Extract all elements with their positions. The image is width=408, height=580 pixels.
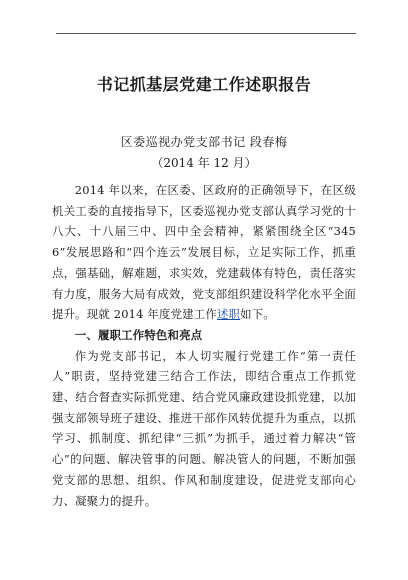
section-heading: 一、履职工作特色和亮点	[74, 327, 203, 342]
top-rule	[56, 33, 356, 34]
date-line: （2014 年 12 月）	[151, 156, 257, 170]
document-title: 书记抓基层党建工作述职报告	[96, 75, 312, 94]
intro-text: 2014 年以来，在区委、区政府的正确领导下，在区级机关工委的直接指导下，区委巡视办党支部认真学习党的十八大、十八届三中、四中全会精神，紧紧围绕全区“3456”发展思路和“四个连云”发展目标，立足实际工作，抓重点，强基础，解难题，求实效，党建载体有特色，责任落实有力度，服务大局有成效，党支部组织建设科学化水平全面提升。现就 2014 年度党建工作	[52, 183, 356, 322]
intro-tail: 如下。	[240, 307, 275, 322]
section-paragraph: 作为党支部书记，本人切实履行党建工作“第一责任人”职责，坚持党建三结合工作法，即结合重点工作抓党建、结合督查实际抓党建、结合党风廉政建设抓党建，以加强支部领导班子建设、推进干部作风转优提升为重点，以抓学习、抓制度、抓纪律“三抓”为抓手，通过着力解决“管心”的问题、解决管事的问题、解决管人的问题，不断加强党支部的思想、组织、作风和制度建设，促进党支部向心力、凝聚力的提升。	[52, 348, 356, 508]
author-line: 区委巡视办党支部书记 段春梅	[120, 135, 288, 149]
document-body	[52, 180, 356, 511]
intro-paragraph	[52, 180, 356, 325]
report-link[interactable]: 述职	[216, 307, 241, 322]
